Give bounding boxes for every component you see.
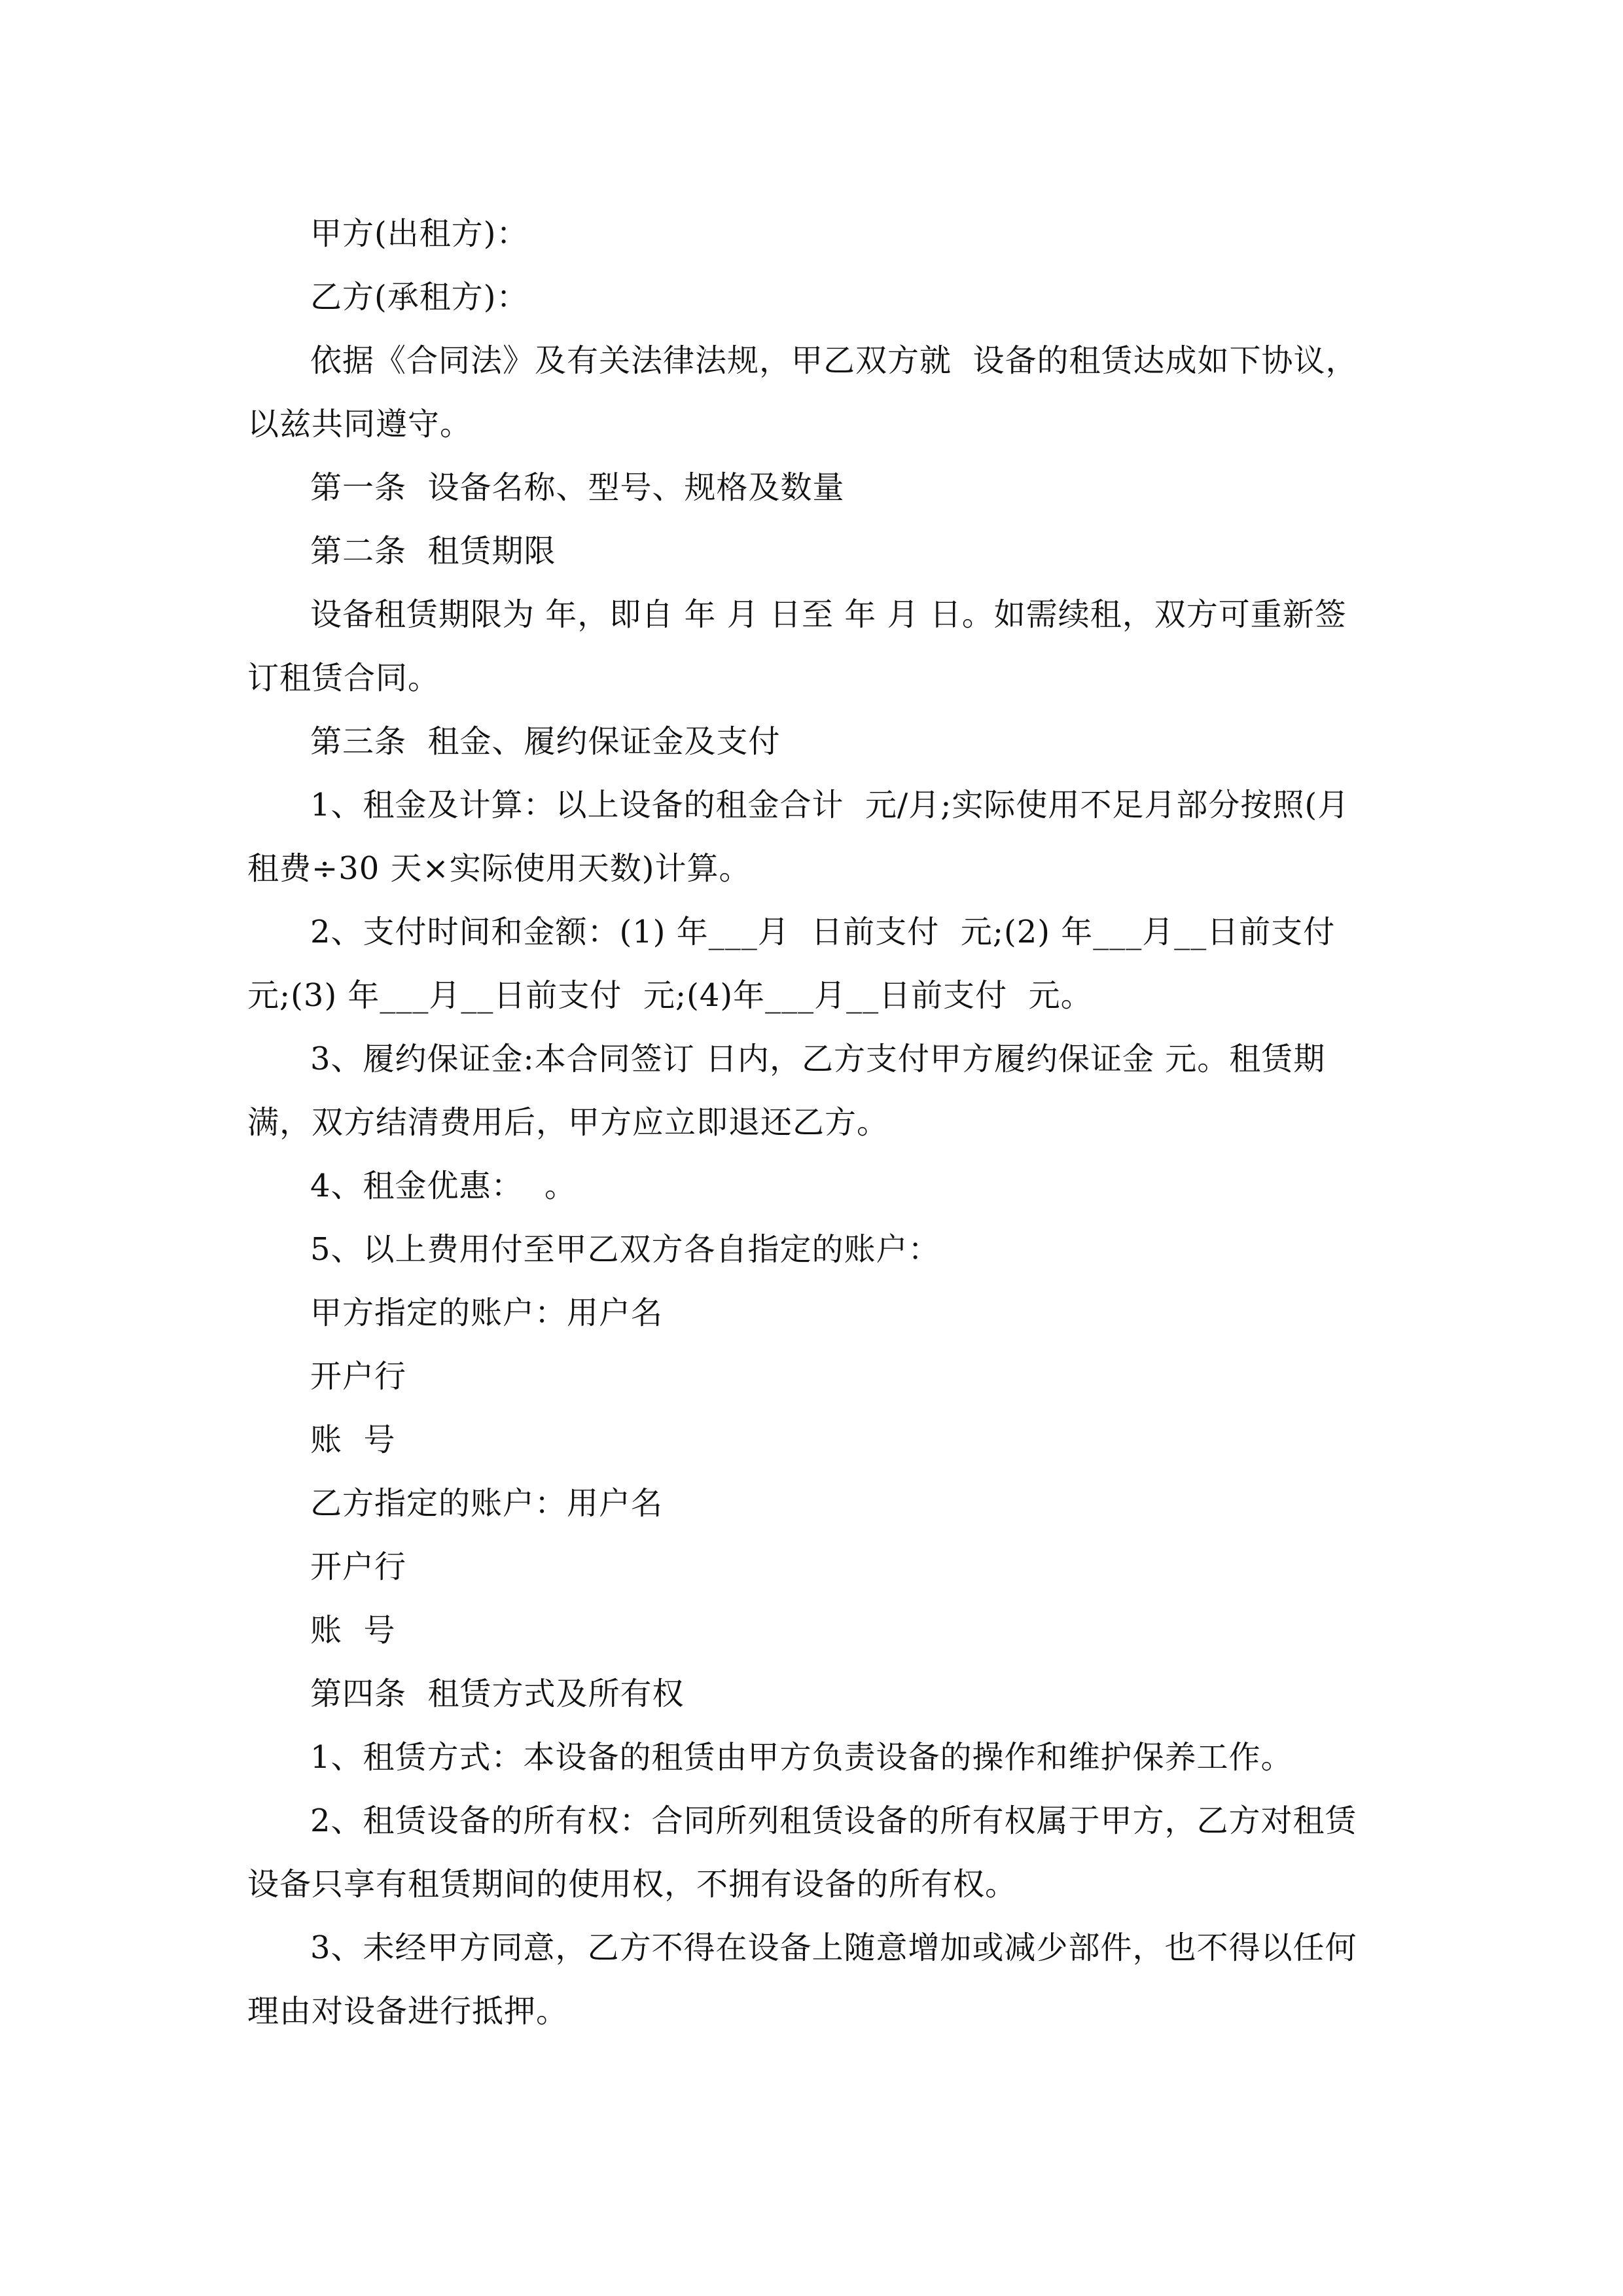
lease-method-line: 1、租赁方式：本设备的租赁由甲方负责设备的操作和维护保养工作。 <box>310 1739 1293 1776</box>
modification-restriction-paragraph: 3、未经甲方同意，乙方不得在设备上随意增加或减少部件，也不得以任何理由对设备进行抵押。 <box>247 1929 1357 2030</box>
agreement-preamble: 依据《合同法》及有关法律法规，甲乙双方就 设备的租赁达成如下协议，以兹共同遵守。 <box>247 342 1358 442</box>
article-4-heading: 第四条 租赁方式及所有权 <box>310 1676 685 1712</box>
rent-calculation-paragraph: 1、租金及计算：以上设备的租金合计 元/月;实际使用不足月部分按照(月租费÷30 天×实际使用天数)计算。 <box>247 787 1350 887</box>
document-body <box>247 202 1377 2043</box>
deposit-paragraph: 3、履约保证金:本合同签订 日内，乙方支付甲方履约保证金 元。租赁期满，双方结清费用后，甲方应立即退还乙方。 <box>247 1041 1326 1141</box>
article-3-heading: 第三条 租金、履约保证金及支付 <box>310 723 781 760</box>
party-b-account-name: 乙方指定的账户：用户名 <box>310 1485 664 1522</box>
party-a-account-number: 账 号 <box>310 1422 396 1458</box>
party-b-line: 乙方(承租方)： <box>310 279 529 315</box>
payment-schedule-paragraph: 2、支付时间和金额：(1) 年___月 日前支付 元;(2) 年___月__日前支付 元;(3) 年___月__日前支付 元;(4)年___月__日前支付 元。 <box>247 914 1357 1014</box>
party-a-line: 甲方(出租方)： <box>310 215 529 252</box>
rent-discount-line: 4、租金优惠： 。 <box>310 1168 577 1204</box>
party-b-account-number: 账 号 <box>310 1612 396 1649</box>
party-a-account-name: 甲方指定的账户：用户名 <box>310 1295 664 1331</box>
lease-term-paragraph: 设备租赁期限为 年，即自 年 月 日至 年 月 日。如需续租，双方可重新签订租赁合同。 <box>247 596 1347 696</box>
party-b-bank: 开户行 <box>310 1549 407 1585</box>
ownership-paragraph: 2、租赁设备的所有权：合同所列租赁设备的所有权属于甲方，乙方对租赁设备只享有租赁期间的使用权，不拥有设备的所有权。 <box>247 1803 1357 1903</box>
article-1-heading: 第一条 设备名称、型号、规格及数量 <box>310 469 845 506</box>
payment-account-line: 5、以上费用付至甲乙双方各自指定的账户： <box>310 1231 940 1268</box>
party-a-bank: 开户行 <box>310 1358 407 1395</box>
article-2-heading: 第二条 租赁期限 <box>310 533 556 569</box>
